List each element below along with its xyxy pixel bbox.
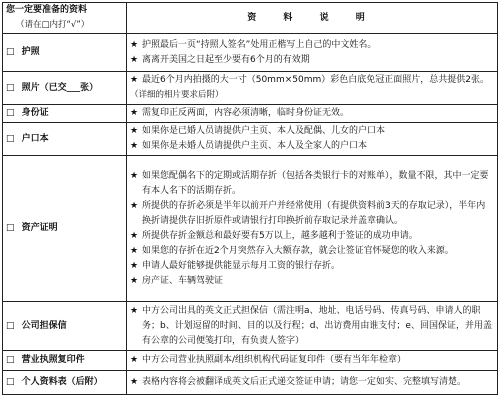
row-label: 身份证 <box>21 108 49 118</box>
label-cell <box>3 105 127 123</box>
row-household-register <box>3 123 498 156</box>
header-right-title: 资 料 说 明 <box>127 3 498 34</box>
desc-cell <box>127 72 498 105</box>
desc-item: ★ 护照最后一页“持照人签名”处用正楷写上自己的中文姓名。 <box>130 38 494 53</box>
row-photo <box>3 72 498 105</box>
desc-cell <box>127 34 498 72</box>
row-label: 资产证明 <box>21 223 58 233</box>
row-passport <box>3 34 498 72</box>
desc-item: ★ 如果您配偶名下的定期或活期存折（包括各类银行卡的对账单），数量不限，其中一定要有本人名下的活期存折。 <box>130 169 494 199</box>
label-cell <box>3 34 127 72</box>
desc-item: ★ 所提供的存折必须是半年以前开户并经常使用（有提供资料前3天的存取记录），半年内换折请提供存旧折原件或请银行打印换折前存取记录并盖章确认。 <box>130 199 494 229</box>
row-label: 照片（已交___张） <box>21 82 99 93</box>
desc-item: ★ 中方公司出具的英文正式担保信（需注明a、地址、电话号码、传真号码、申请人的职务；b、计划逗留的时间、目的以及行程；d、出访费用由谁支付；e、回国保证，并用盖有公章的公司便笺打印，有负责人签字） <box>130 304 494 349</box>
label-cell <box>3 156 127 302</box>
desc-item: ★ 所提供存折金额总和最好要有5万以上，越多越利于签证的成功申请。 <box>130 229 494 244</box>
header-row <box>3 3 498 34</box>
desc-item: ★ 中方公司营业执照副本/组织机构代码证复印件（要有当年年检章） <box>130 353 494 368</box>
desc-cell <box>127 302 498 351</box>
checkbox-icon[interactable]: □ <box>6 377 15 387</box>
label-cell <box>3 302 127 351</box>
desc-note: （详细的相片要求后附） <box>130 90 224 100</box>
header-left-title: 您一定要准备的资料 <box>6 5 88 15</box>
desc-cell <box>127 105 498 123</box>
row-label: 公司担保信 <box>21 320 67 331</box>
row-personal-info <box>3 371 498 395</box>
checkbox-icon[interactable]: □ <box>6 355 15 365</box>
desc-item: ★ 表格内容将会被翻译成英文后正式递交签证申请；请您一定如实、完整填写清楚。 <box>130 375 494 390</box>
header-left-cell <box>3 3 127 34</box>
label-cell <box>3 123 127 156</box>
row-company-guarantee <box>3 302 498 351</box>
row-business-license <box>3 351 498 371</box>
row-label: 营业执照复印件 <box>21 355 85 365</box>
checkbox-icon[interactable]: □ <box>6 223 15 233</box>
desc-item: ★ 如果你是已婚人员请提供户主页、本人及配偶、儿女的户口本 <box>130 124 494 139</box>
desc-cell <box>127 123 498 156</box>
desc-cell <box>127 156 498 302</box>
desc-item: ★ 最近6个月内拍摄的大一寸（50mm×50mm）彩色白底免冠正面照片，总共提供2张。 <box>130 73 494 88</box>
checkbox-icon[interactable]: □ <box>6 108 15 118</box>
checkbox-icon[interactable]: □ <box>6 82 15 93</box>
desc-item: ★ 如果你是未婚人员请提供户主页、本人及全家人的户口本 <box>130 139 494 154</box>
desc-item: ★ 房产证、车辆驾驶证 <box>130 274 494 289</box>
desc-item: ★ 如果您的存折在近2个月突然存入大额存款，就会让签证官怀疑您的收入来源。 <box>130 244 494 259</box>
label-cell <box>3 371 127 395</box>
label-cell <box>3 72 127 105</box>
header-left-subtitle: （请在□内打“√”） <box>16 20 90 30</box>
desc-item: ★ 申请人最好能够提供能显示每月工资的银行存折。 <box>130 259 494 274</box>
desc-cell <box>127 351 498 371</box>
desc-cell <box>127 371 498 395</box>
checkbox-icon[interactable]: □ <box>6 320 15 331</box>
row-id-card <box>3 105 498 123</box>
checkbox-icon[interactable]: □ <box>6 47 15 57</box>
row-asset-proof <box>3 156 498 302</box>
row-label: 户口本 <box>21 133 49 144</box>
row-label: 个人资料表（后附） <box>21 377 103 387</box>
label-cell <box>3 351 127 371</box>
desc-item: ★ 离离开美国之日起至少要有6个月的有效期 <box>130 53 494 68</box>
desc-item: ★ 需复印正反两面，内容必须清晰，临时身份证无效。 <box>130 106 494 121</box>
checkbox-icon[interactable]: □ <box>6 133 15 144</box>
row-label: 护照 <box>21 47 40 57</box>
requirements-table <box>2 2 498 395</box>
